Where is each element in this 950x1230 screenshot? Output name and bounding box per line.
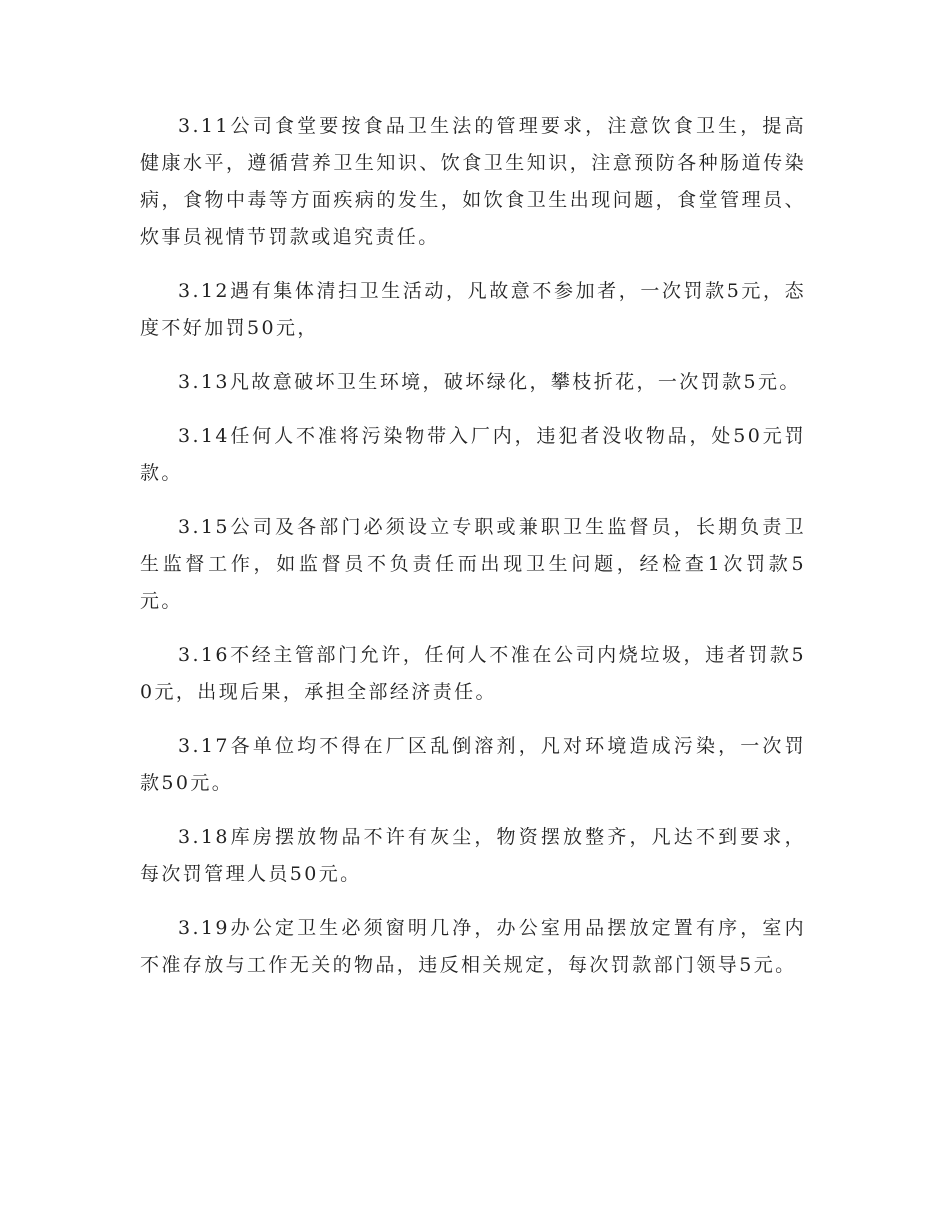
document-body — [140, 108, 806, 1001]
clause-3-14: 3.14任何人不准将污染物带入厂内，违犯者没收物品，处50元罚款。 — [140, 425, 806, 484]
clause-3-11: 3.11公司食堂要按食品卫生法的管理要求，注意饮食卫生，提高健康水平，遵循营养卫生知识、饮食卫生知识，注意预防各种肠道传染病，食物中毒等方面疾病的发生，如饮食卫生出现问题，食堂管理员、炊事员视情节罚款或追究责任。 — [140, 115, 806, 248]
clause-3-18: 3.18库房摆放物品不许有灰尘，物资摆放整齐，凡达不到要求，每次罚管理人员50元。 — [140, 826, 806, 885]
clause-3-13: 3.13凡故意破坏卫生环境，破坏绿化，攀枝折花，一次罚款5元。 — [178, 371, 801, 393]
clause-3-15: 3.15公司及各部门必须设立专职或兼职卫生监督员，长期负责卫生监督工作，如监督员不负责任而出现卫生问题，经检查1次罚款5元。 — [140, 516, 806, 612]
clause-3-17: 3.17各单位均不得在厂区乱倒溶剂，凡对环境造成污染，一次罚款50元。 — [140, 735, 806, 794]
clause-3-16: 3.16不经主管部门允许，任何人不准在公司内烧垃圾，违者罚款50元，出现后果，承担全部经济责任。 — [140, 644, 806, 703]
clause-3-12: 3.12遇有集体清扫卫生活动，凡故意不参加者，一次罚款5元，态度不好加罚50元， — [140, 280, 806, 339]
clause-3-19: 3.19办公定卫生必须窗明几净，办公室用品摆放定置有序，室内不准存放与工作无关的物品，违反相关规定，每次罚款部门领导5元。 — [140, 917, 806, 976]
